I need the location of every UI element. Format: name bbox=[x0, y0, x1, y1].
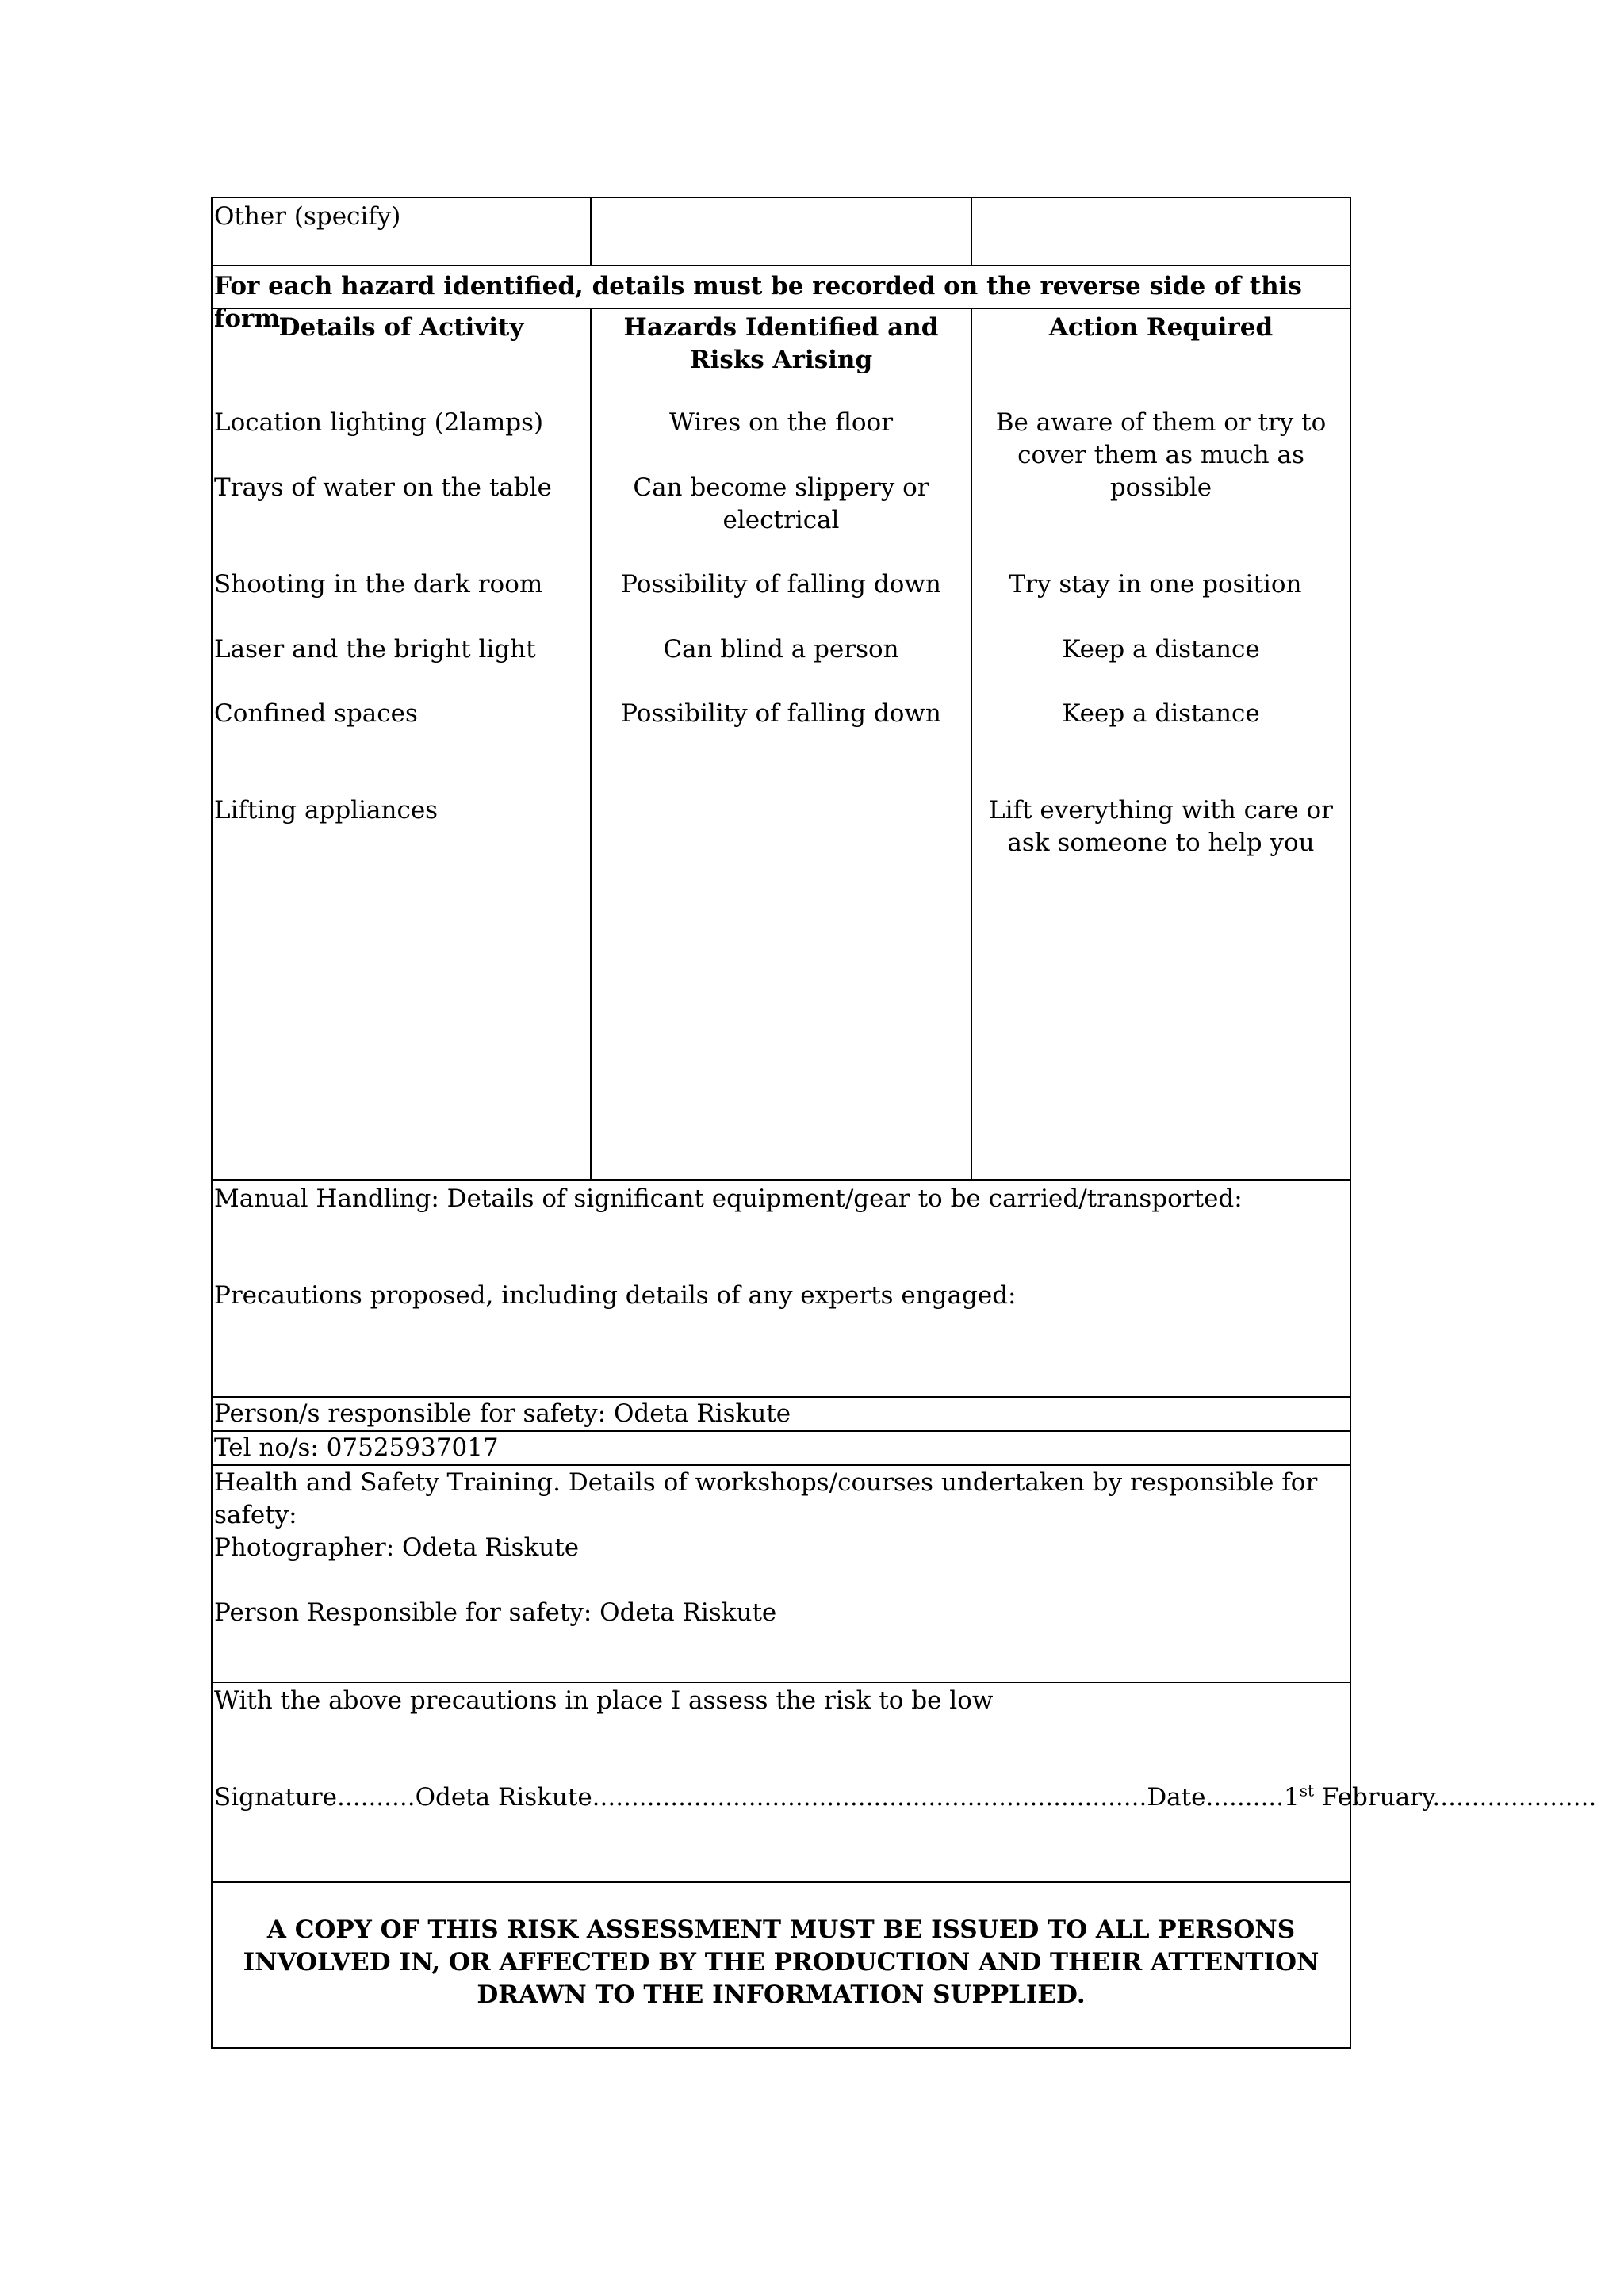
footer-notice-section bbox=[213, 1883, 1350, 2047]
date-superscript: st bbox=[1299, 1781, 1315, 1800]
activity-column bbox=[213, 309, 592, 1179]
actions-column bbox=[972, 309, 1350, 1179]
other-specify-label: Other (specify) bbox=[213, 198, 592, 265]
activity-item: Shooting in the dark room bbox=[214, 570, 543, 599]
action-item: Keep a distance bbox=[1062, 635, 1260, 664]
manual-handling-section bbox=[213, 1181, 1350, 1398]
hazard-item: Wires on the floor bbox=[668, 408, 894, 437]
other-specify-cell-3 bbox=[972, 198, 1350, 265]
hazard-item: Possibility of falling down bbox=[621, 699, 941, 728]
action-item: Be aware of them or try to cover them as much as possible bbox=[995, 408, 1327, 502]
responsible-person: Person/s responsible for safety: Odeta Riskute bbox=[213, 1398, 1350, 1432]
photographer: Photographer: Odeta Riskute bbox=[214, 1533, 580, 1562]
hazards-table bbox=[213, 309, 1350, 1181]
activity-item: Laser and the bright light bbox=[214, 635, 536, 664]
date-text: February..................... bbox=[1314, 1783, 1597, 1812]
telephone-number: Tel no/s: 07525937017 bbox=[213, 1432, 1350, 1466]
hazard-item: Can blind a person bbox=[663, 635, 899, 664]
action-item: Try stay in one position bbox=[1009, 570, 1302, 599]
precautions-label: Precautions proposed, including details of any experts engaged: bbox=[214, 1281, 1017, 1310]
activity-item: Location lighting (2lamps) bbox=[214, 408, 544, 437]
signature-text: Signature..........Odeta Riskute.......................................................................Date..........1 bbox=[214, 1783, 1300, 1812]
header-hazards: Hazards Identified and Risks Arising bbox=[623, 313, 939, 374]
action-item: Lift everything with care or ask someone to help you bbox=[989, 796, 1333, 857]
other-specify-row bbox=[213, 198, 1350, 266]
hazards-column bbox=[592, 309, 972, 1179]
other-specify-cell-2 bbox=[592, 198, 972, 265]
footer-notice: A COPY OF THIS RISK ASSESSMENT MUST BE ISSUED TO ALL PERSONS INVOLVED IN, OR AFFECTED BY THE PRODUCTION AND THEIR ATTENTION DRAWN TO THE INFORMATION SUPPLIED. bbox=[243, 1915, 1320, 2009]
header-actions: Action Required bbox=[1048, 313, 1274, 342]
training-section bbox=[213, 1466, 1350, 1683]
risk-statement: With the above precautions in place I assess the risk to be low bbox=[214, 1686, 994, 1715]
hazard-item: Possibility of falling down bbox=[621, 570, 941, 599]
activity-item: Confined spaces bbox=[214, 699, 418, 728]
activity-item: Trays of water on the table bbox=[214, 473, 552, 502]
assessment-section bbox=[213, 1683, 1597, 1883]
manual-handling-equipment-label: Manual Handling: Details of significant equipment/gear to be carried/transported: bbox=[214, 1184, 1243, 1213]
signature-line bbox=[213, 1781, 1597, 1814]
header-activity: Details of Activity bbox=[278, 313, 524, 342]
risk-assessment-form bbox=[211, 197, 1597, 2049]
activity-item: Lifting appliances bbox=[214, 796, 439, 825]
safety-person: Person Responsible for safety: Odeta Riskute bbox=[214, 1598, 777, 1627]
hazard-notice: For each hazard identified, details must be recorded on the reverse side of this form. bbox=[213, 266, 1350, 309]
hazard-item: Can become slippery or electrical bbox=[633, 473, 929, 534]
training-label: Health and Safety Training. Details of workshops/courses undertaken by responsible for safety: bbox=[214, 1468, 1318, 1529]
action-item: Keep a distance bbox=[1062, 699, 1260, 728]
